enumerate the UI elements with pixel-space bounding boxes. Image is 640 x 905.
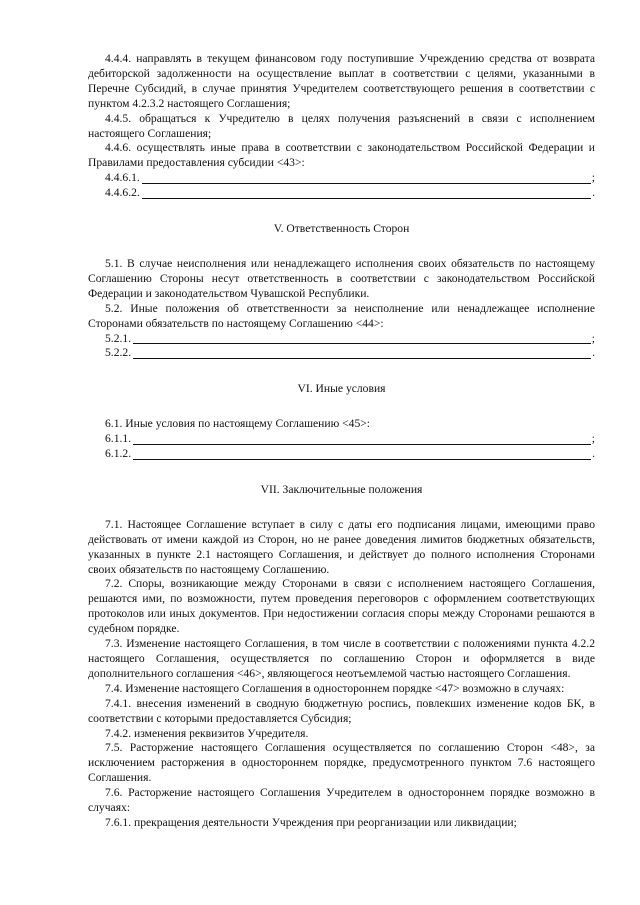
clause-6-1: 6.1. Иные условия по настоящему Соглашению <45>: xyxy=(105,417,371,431)
clause-7-4: 7.4. Изменение настоящего Соглашения в одностороннем порядке <47> возможно в случаях: xyxy=(105,681,565,695)
fill-in-line xyxy=(133,433,591,445)
blank-line-5-2-2 xyxy=(88,346,595,361)
clause-4-4-6: 4.4.6. осуществлять иные права в соответствии с законодательством Российской Федерации и Правилами предоставления субсидии <43>: xyxy=(88,141,595,170)
fill-in-line xyxy=(142,187,591,199)
blank-terminator: . xyxy=(592,186,595,200)
clause-7-3: 7.3. Изменение настоящего Соглашения, в том числе в соответствии с положениями пункта 4.2.2 настоящего Соглашения, осуществляется по соглашению Сторон и оформляется в виде дополнительного соглашения <46>, являющегося неотъемлемой частью настоящего Соглашения. xyxy=(88,637,595,680)
blank-number: 6.1.1. xyxy=(105,432,132,446)
blank-line-5-2-1 xyxy=(88,332,595,347)
fill-in-line xyxy=(133,448,591,460)
section-6-heading: VI. Иные условия xyxy=(297,382,386,396)
blank-terminator: ; xyxy=(591,432,595,446)
fill-in-line xyxy=(133,347,591,359)
clause-7-5: 7.5. Расторжение настоящего Соглашения осуществляется по соглашению Сторон <48>, за исключением расторжения в одностороннем порядке, предусмотренного пунктом 7.6 настоящего Соглашения. xyxy=(88,741,595,785)
blank-number: 4.4.6.1. xyxy=(105,171,140,185)
blank-number: 5.2.1. xyxy=(105,331,132,345)
blank-terminator: . xyxy=(592,447,595,461)
clause-5-2: 5.2. Иные положения об ответственности за неисполнение или ненадлежащее исполнение Сторонами обязательств по настоящему Соглашению <44>: xyxy=(88,301,595,330)
blank-line-6-1-2 xyxy=(88,447,595,462)
blank-number: 5.2.2. xyxy=(105,346,132,360)
blank-terminator: ; xyxy=(591,331,595,345)
blank-terminator: ; xyxy=(591,171,595,185)
clause-5-1: 5.1. В случае неисполнения или ненадлежащего исполнения своих обязательств по настоящему Соглашению Стороны несут ответственность в соответствии с законодательством Российской Федерации и законодательством Чувашской Республики. xyxy=(88,256,595,300)
clause-4-4-5: 4.4.5. обращаться к Учредителю в целях получения разъяснений в связи с исполнением настоящего Соглашения; xyxy=(88,111,595,140)
section-5-heading: V. Ответственность Сторон xyxy=(273,222,410,236)
blank-line-4-4-6-1 xyxy=(88,171,595,186)
clause-7-6: 7.6. Расторжение настоящего Соглашения Учредителем в одностороннем порядке возможно в случаях: xyxy=(88,786,595,815)
blank-terminator: . xyxy=(592,346,595,360)
blank-number: 4.4.6.2. xyxy=(105,186,140,200)
section-4-continuation xyxy=(88,52,595,831)
blank-line-6-1-1 xyxy=(88,432,595,447)
fill-in-line xyxy=(133,332,591,344)
clause-7-4-1: 7.4.1. внесения изменений в сводную бюджетную роспись, повлекших изменение кодов БК, в соответствии с которыми предоставляется Субсидия; xyxy=(88,696,595,725)
clause-7-2: 7.2. Споры, возникающие между Сторонами в связи с исполнением настоящего Соглашения, решаются ими, по возможности, путем проведения переговоров с оформлением соответствующих протоколов или иных документов. При недостижении согласия споры между Сторонами решаются в судебном порядке. xyxy=(88,577,595,636)
blank-number: 6.1.2. xyxy=(105,447,132,461)
clause-7-6-1: 7.6.1. прекращения деятельности Учреждения при реорганизации или ликвидации; xyxy=(105,815,517,829)
clause-4-4-4: 4.4.4. направлять в текущем финансовом году поступившие Учреждению средства от возврата дебиторской задолженности на осуществление выплат в соответствии с целями, указанными в Перечне Субсидий, в случае принятия Учредителем соответствующего решения в соответствии с пунктом 4.2.3.2 настоящего Соглашения; xyxy=(88,52,595,110)
section-7-heading: VII. Заключительные положения xyxy=(260,482,423,496)
clause-7-4-2: 7.4.2. изменения реквизитов Учредителя. xyxy=(105,726,309,740)
fill-in-line xyxy=(142,172,591,184)
clause-7-1: 7.1. Настоящее Соглашение вступает в силу с даты его подписания лицами, имеющими право действовать от имени каждой из Сторон, но не ранее доведения лимитов бюджетных обязательств, указанных в пункте 2.1 настоящего Соглашения, и действует до полного исполнения Сторонами своих обязательств по настоящему Соглашению. xyxy=(88,517,595,576)
blank-line-4-4-6-2 xyxy=(88,186,595,201)
